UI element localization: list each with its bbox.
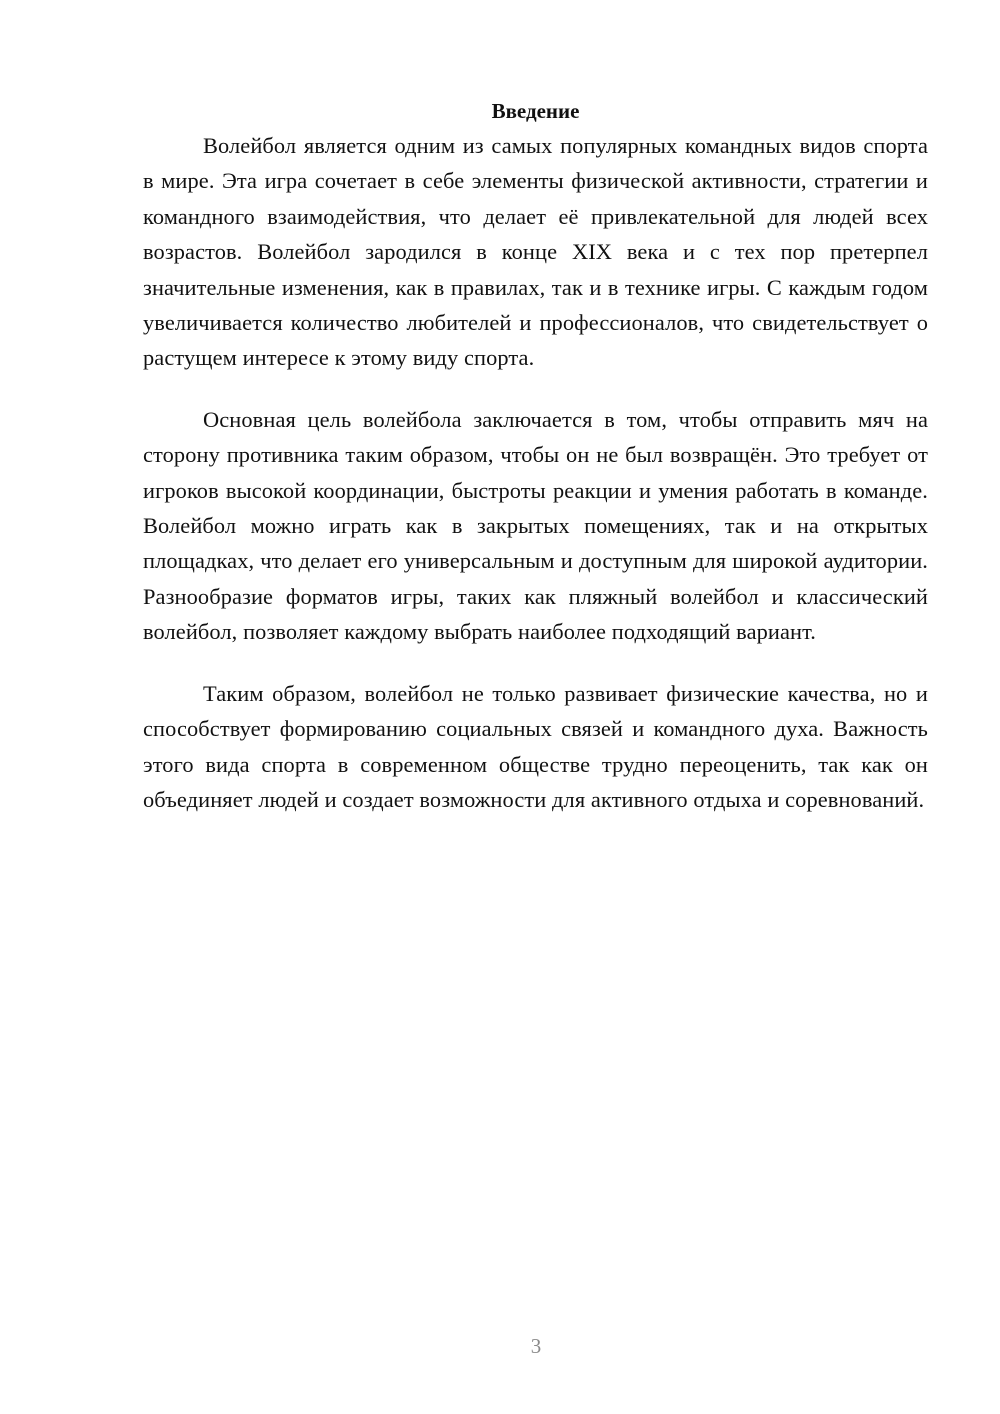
paragraph-2: Основная цель волейбола заключается в том, чтобы отправить мяч на сторону противника таким образом, чтобы он не был возвращён. Это требует от игроков высокой координации, быстроты реакции и умения работать в команде. Волейбол можно играть как в закрытых помещениях, так и на открытых площадках, что делает его универсальным и доступным для широкой аудитории. Разнообразие форматов игры, таких как пляжный волейбол и классический волейбол, позволяет каждому выбрать наиболее подходящий вариант. — [143, 406, 928, 645]
paragraph-1: Волейбол является одним из самых популярных командных видов спорта в мире. Эта игра сочетает в себе элементы физической активности, стратегии и командного взаимодействия, что делает её привлекательной для людей всех возрастов. Волейбол зародился в конце XIX века и с тех пор претерпел значительные изменения, как в правилах, так и в технике игры. С каждым годом увеличивается количество любителей и профессионалов, что свидетельствует о растущем интересе к этому виду спорта. — [143, 133, 928, 371]
page-number: 3 — [530, 1334, 542, 1358]
section-title: Введение — [491, 99, 580, 123]
paragraph-3: Таким образом, волейбол не только развивает физические качества, но и способствует формированию социальных связей и командного духа. Важность этого вида спорта в современном обществе трудно переоценить, так как он объединяет людей и создает возможности для активного отдыха и соревнований. — [143, 680, 928, 812]
page-content — [143, 96, 928, 843]
